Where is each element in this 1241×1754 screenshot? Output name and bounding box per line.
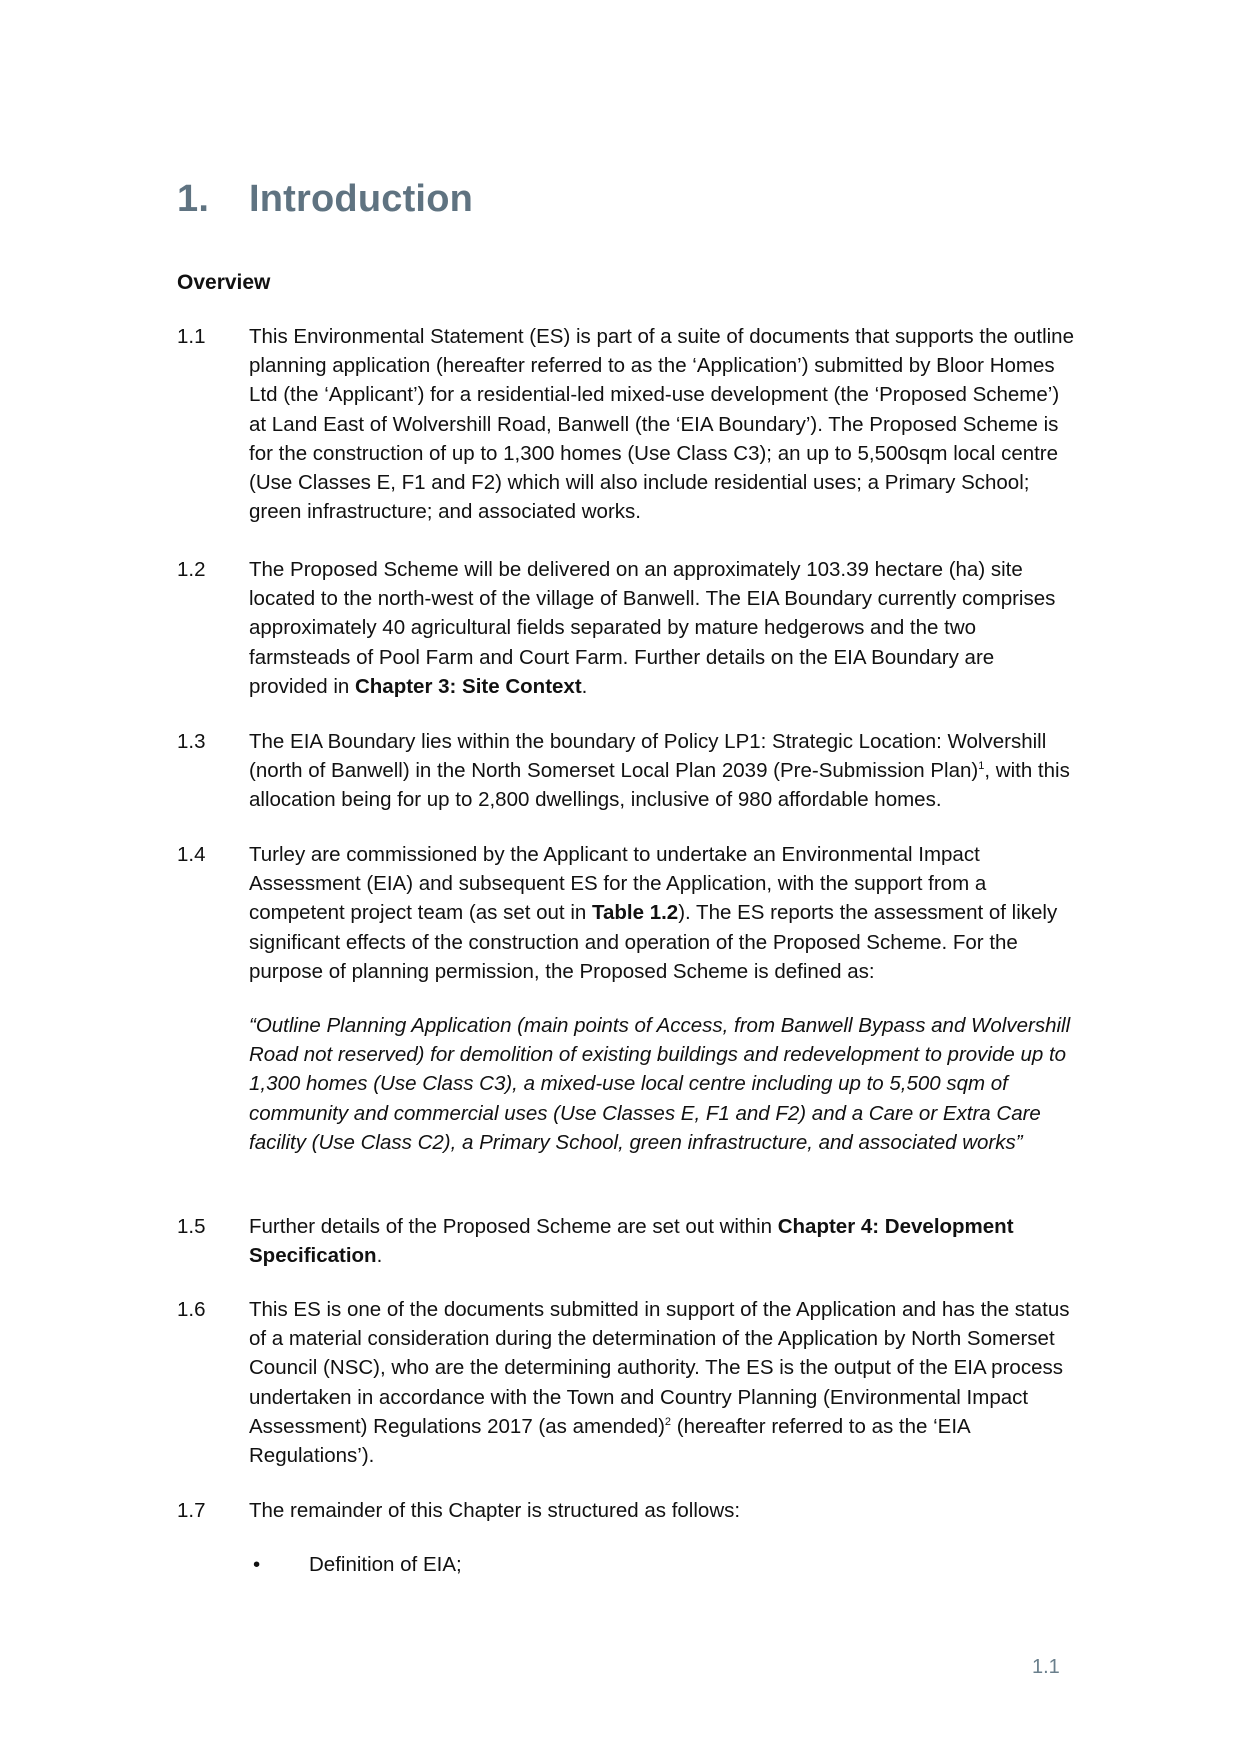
chapter-reference: Chapter 4: Development Specification (249, 1215, 1014, 1268)
footnote-ref[interactable]: 2 (664, 1415, 672, 1428)
chapter-heading (177, 178, 473, 221)
paragraph-text (249, 1295, 1077, 1470)
paragraph-number: 1.7 (177, 1499, 206, 1522)
paragraph-text-part: Turley are commissioned by the Applicant to undertake an Environmental Impact Assessment (EIA) and subsequent ES for the Application, with the support from a competent project team (as set out in (249, 843, 987, 925)
list-item-text: Definition of EIA; (309, 1553, 462, 1576)
paragraph-text-part: . (581, 674, 588, 698)
paragraph-text (249, 840, 1077, 986)
paragraph-1-2 (177, 555, 1077, 701)
paragraph-1-3 (177, 727, 1077, 815)
chapter-title: Introduction (249, 178, 474, 220)
paragraph-number: 1.5 (177, 1215, 206, 1238)
paragraph-text (249, 727, 1077, 815)
list-item (253, 1550, 462, 1579)
paragraph-text-part: Further details of the Proposed Scheme are set out within (249, 1215, 778, 1238)
chapter-number: 1. (177, 178, 210, 220)
paragraph-1-1 (177, 322, 1077, 526)
paragraph-text-part: (hereafter referred to as the ‘EIA Regulations’). (249, 1414, 970, 1468)
scheme-definition-quote: “Outline Planning Application (main points of Access, from Banwell Bypass and Wolvershill Road not reserved) for demolition of existing buildings and redevelopment to provide up to 1,300 homes (Use Class C3), a mixed-use local centre including up to 5,500 sqm of community and commercial uses (Use Classes E, F1 and F2) and a Care or Extra Care facility (Use Class C2), a Primary School, green infrastructure, and associated works” (249, 1014, 1071, 1154)
paragraph-number: 1.4 (177, 843, 206, 866)
paragraph-text-part: The Proposed Scheme will be delivered on an approximately 103.39 hectare (ha) site located to the north-west of the village of Banwell. The EIA Boundary currently comprises approximately 40 agricultural fields separated by mature hedgerows and the two farmsteads of Pool Farm and Court Farm. Further details on the EIA Boundary are provided in (249, 558, 1056, 698)
paragraph-1-7 (177, 1496, 1077, 1525)
paragraph-text-part: , with this allocation being for up to 2,800 dwellings, inclusive of 980 affordable homes. (249, 759, 1070, 812)
paragraph-text (249, 1212, 1077, 1270)
paragraph-number: 1.6 (177, 1298, 206, 1321)
paragraph-text-part: This ES is one of the documents submitted in support of the Application and has the status of a material consideration during the determination of the Application by North Somerset Council (NSC), who are the determining authority. The ES is the output of the EIA process undertaken in accordance with the Town and Country Planning (Environmental Impact Assessment) Regulations 2017 (as amended) (249, 1298, 1070, 1438)
paragraph-1-6 (177, 1295, 1077, 1470)
paragraph-1-4 (177, 840, 1077, 986)
table-reference: Table 1.2 (591, 901, 679, 925)
paragraph-1-5 (177, 1212, 1077, 1270)
paragraph-text-part: ). The ES reports the assessment of likely significant effects of the construction and operation of the Proposed Scheme. For the purpose of planning permission, the Proposed Scheme is defined as: (249, 901, 1058, 983)
chapter-reference: Chapter 3: Site Context (354, 674, 582, 698)
paragraph-text: This Environmental Statement (ES) is part of a suite of documents that supports the outline planning application (hereafter referred to as the ‘Application’) submitted by Bloor Homes Ltd (the ‘Applicant’) for a residential-led mixed-use development (the ‘Proposed Scheme’) at Land East of Wolvershill Road, Banwell (the ‘EIA Boundary’). The Proposed Scheme is for the construction of up to 1,300 homes (Use Class C3); an up to 5,500sqm local centre (Use Classes E, F1 and F2) which will also include residential uses; a Primary School; green infrastructure; and associated works. (249, 325, 1074, 524)
bullet-marker: • (253, 1553, 261, 1576)
paragraph-text-part: The EIA Boundary lies within the boundary of Policy LP1: Strategic Location: Wolvershill (north of Banwell) in the North Somerset Local Plan 2039 (Pre-Submission Plan) (249, 730, 1047, 783)
footnote-ref[interactable]: 1 (978, 760, 985, 773)
section-heading: Overview (177, 271, 271, 294)
paragraph-number: 1.2 (177, 558, 206, 581)
page-number: 1.1 (1032, 1656, 1060, 1678)
paragraph-text-part: . (376, 1244, 383, 1268)
paragraph-text (249, 555, 1077, 701)
paragraph-number: 1.3 (177, 730, 206, 753)
paragraph-number: 1.1 (177, 325, 206, 348)
paragraph-text: The remainder of this Chapter is structured as follows: (249, 1499, 741, 1522)
